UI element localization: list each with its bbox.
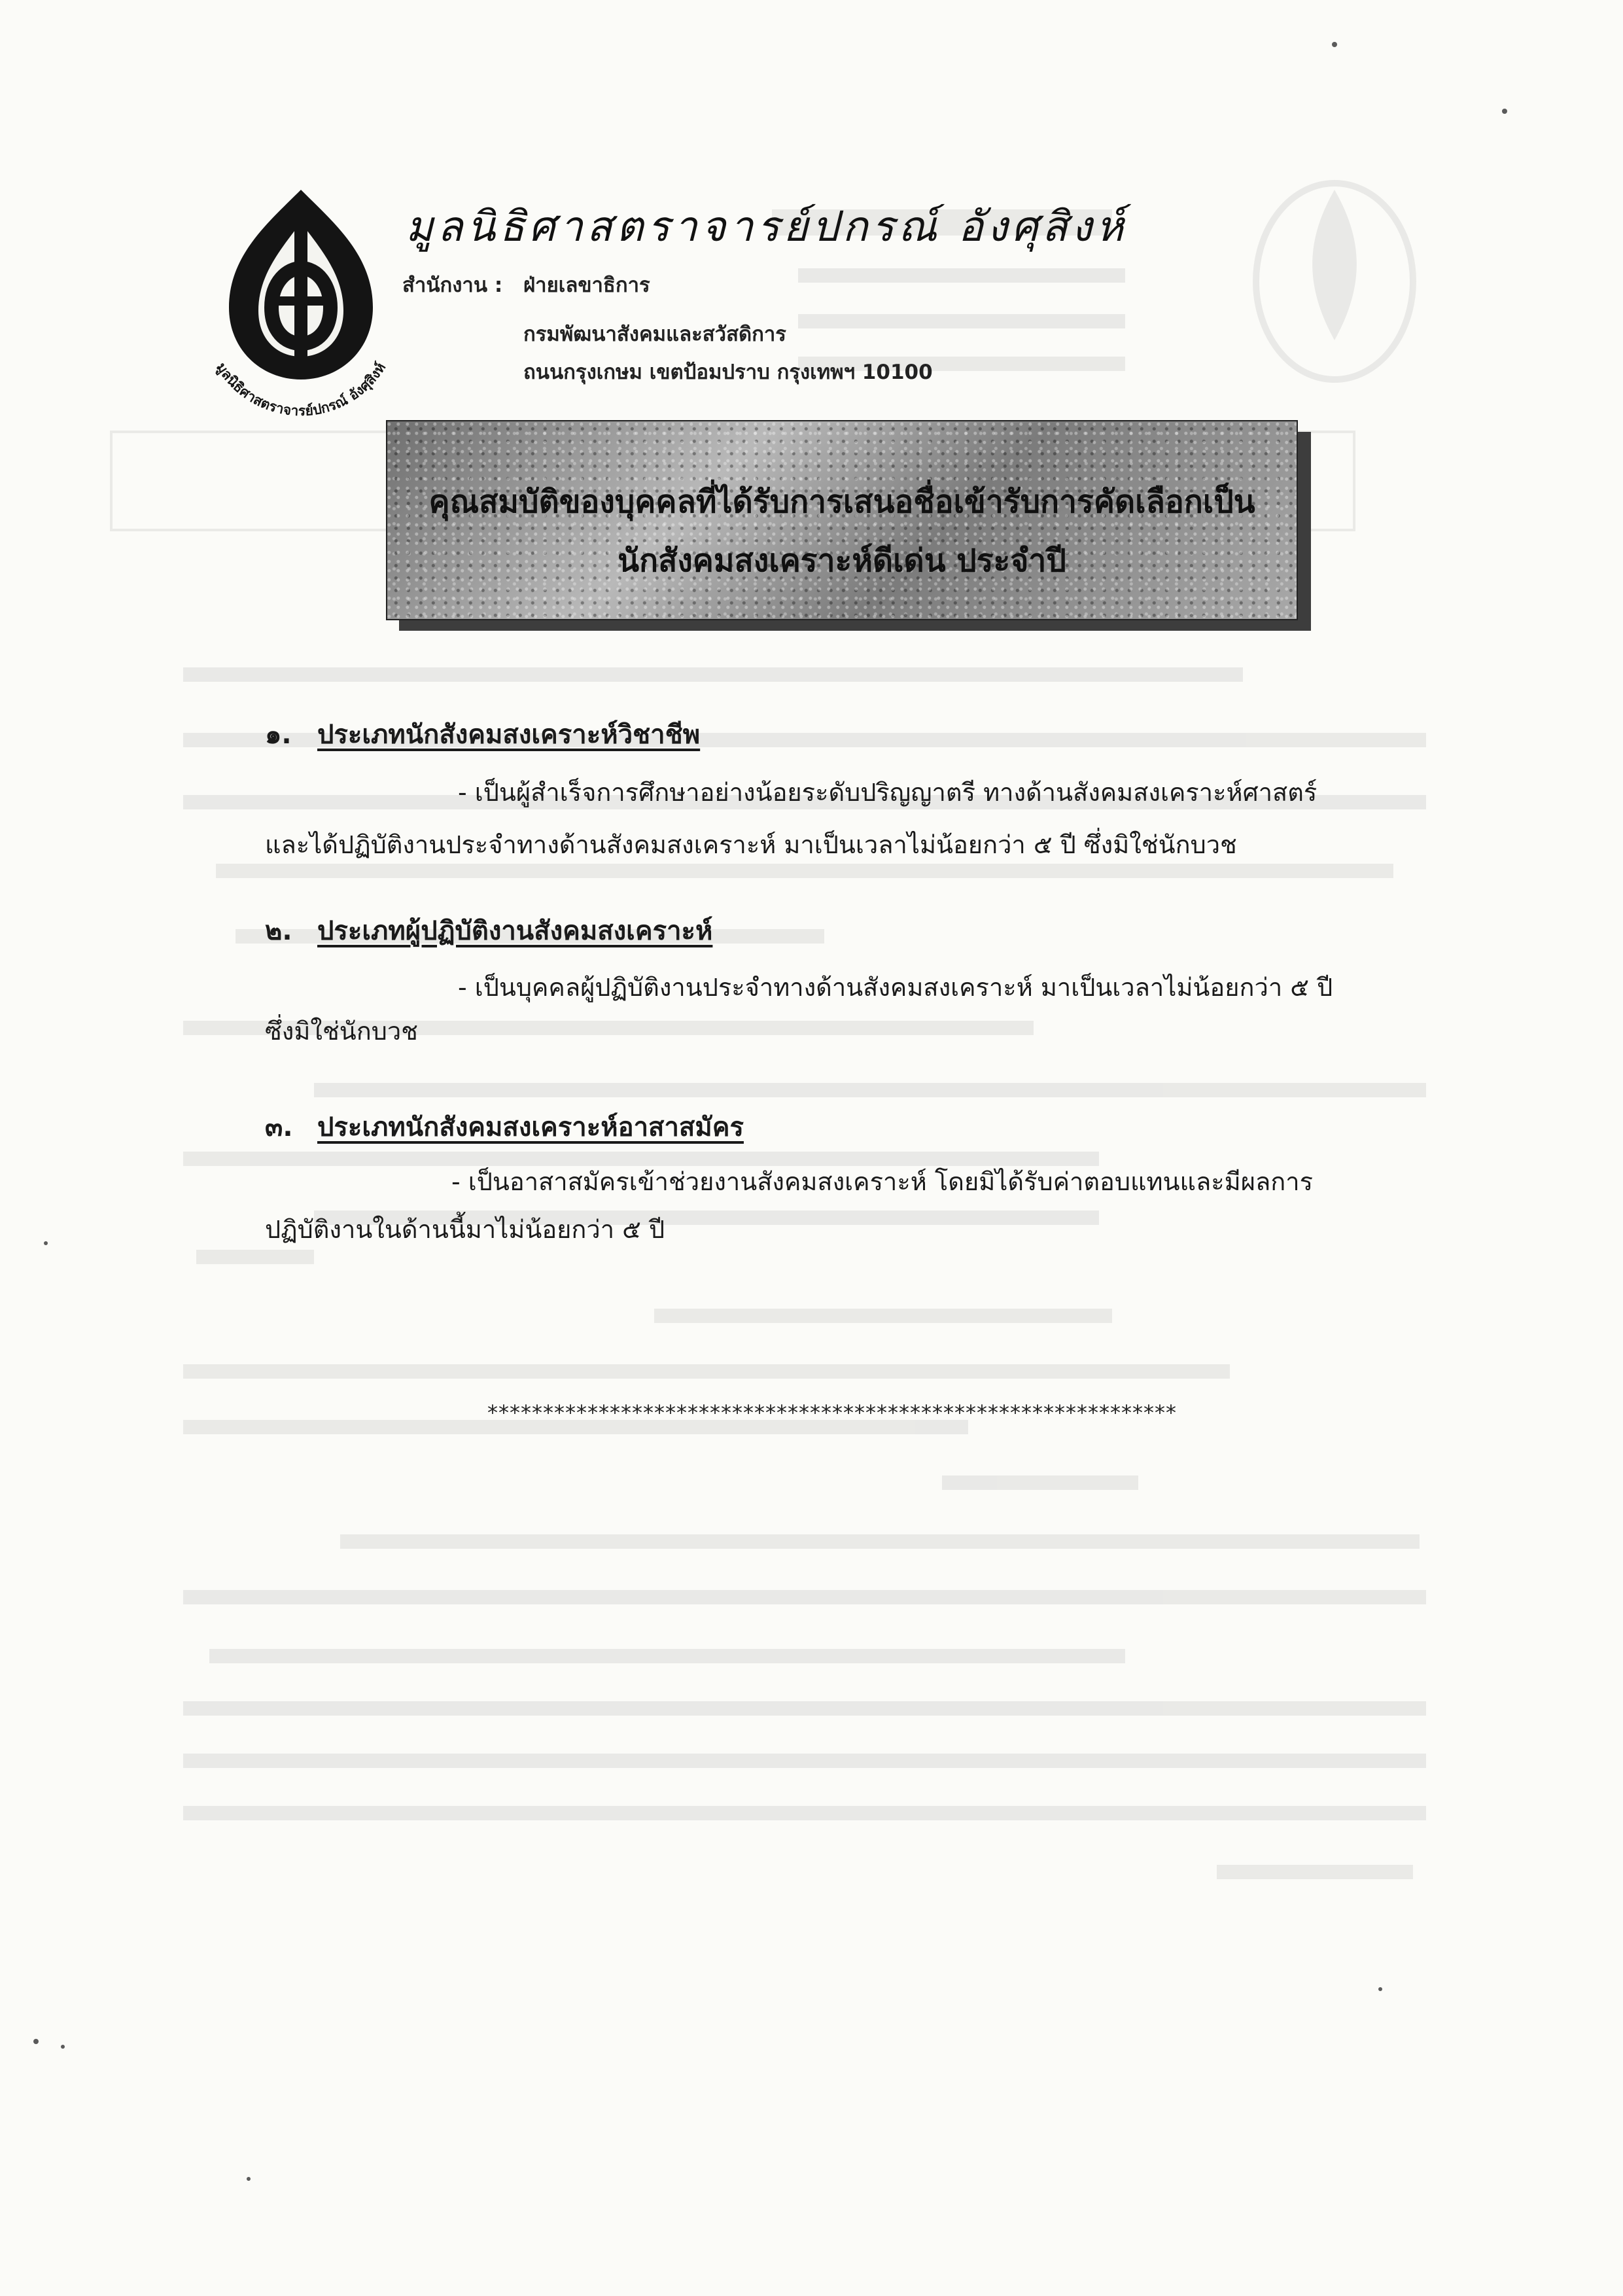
section-heading-professional — [265, 713, 700, 755]
title-banner — [386, 420, 1298, 620]
section-heading-practitioner — [265, 910, 712, 951]
section-body-line: ซึ่งมิใช่นักบวช — [265, 1017, 418, 1046]
office-address-line: ถนนกรุงเกษม เขตป้อมปราบ กรุงเทพฯ 10100 — [523, 361, 933, 384]
svg-text:มูลนิธิศาสตราจารย์ปกรณ์ อังศุส: มูลนิธิศาสตราจารย์ปกรณ์ อังศุสิงห์ — [213, 359, 389, 419]
banner-title-line: คุณสมบัติของบุคคลที่ได้รับการเสนอชื่อเข้ารับการคัดเลือกเป็น — [428, 484, 1255, 520]
section-title: ประเภทนักสังคมสงเคราะห์อาสาสมัคร — [317, 1112, 744, 1142]
section-number: ๓. — [265, 1112, 293, 1142]
office-label: สำนักงาน : — [402, 274, 503, 297]
office-address-line: กรมพัฒนาสังคมและสวัสดิการ — [523, 323, 786, 346]
foundation-seal-logo — [177, 177, 425, 425]
section-body-line: - เป็นบุคคลผู้ปฏิบัติงานประจำทางด้านสังคมสงเคราะห์ มาเป็นเวลาไม่น้อยกว่า ๕ ปี — [458, 973, 1333, 1002]
section-body-line: - เป็นผู้สำเร็จการศึกษาอย่างน้อยระดับปริญญาตรี ทางด้านสังคมสงเคราะห์ศาสตร์ — [458, 778, 1318, 807]
office-address-line: ฝ่ายเลขาธิการ — [523, 274, 650, 297]
organization-name: มูลนิธิศาสตราจารย์ปกรณ์ อังศุสิงห์ — [406, 203, 1128, 251]
section-heading-volunteer — [265, 1106, 744, 1148]
asterisk-divider: ************************************************************** — [487, 1400, 1177, 1425]
section-number: ๒. — [265, 916, 292, 946]
section-body-line: ปฏิบัติงานในด้านนี้มาไม่น้อยกว่า ๕ ปี — [265, 1215, 665, 1244]
section-title: ประเภทนักสังคมสงเคราะห์วิชาชีพ — [317, 720, 701, 750]
section-title: ประเภทผู้ปฏิบัติงานสังคมสงเคราะห์ — [317, 916, 713, 946]
section-body-line: และได้ปฏิบัติงานประจำทางด้านสังคมสงเคราะห์ มาเป็นเวลาไม่น้อยกว่า ๕ ปี ซึ่งมิใช่นักบวช — [265, 830, 1237, 859]
section-body-line: - เป็นอาสาสมัครเข้าช่วยงานสังคมสงเคราะห์ โดยมิได้รับค่าตอบแทนและมีผลการ — [451, 1167, 1314, 1196]
section-number: ๑. — [265, 720, 292, 750]
banner-title-line: นักสังคมสงเคราะห์ดีเด่น ประจำปี — [618, 542, 1066, 579]
